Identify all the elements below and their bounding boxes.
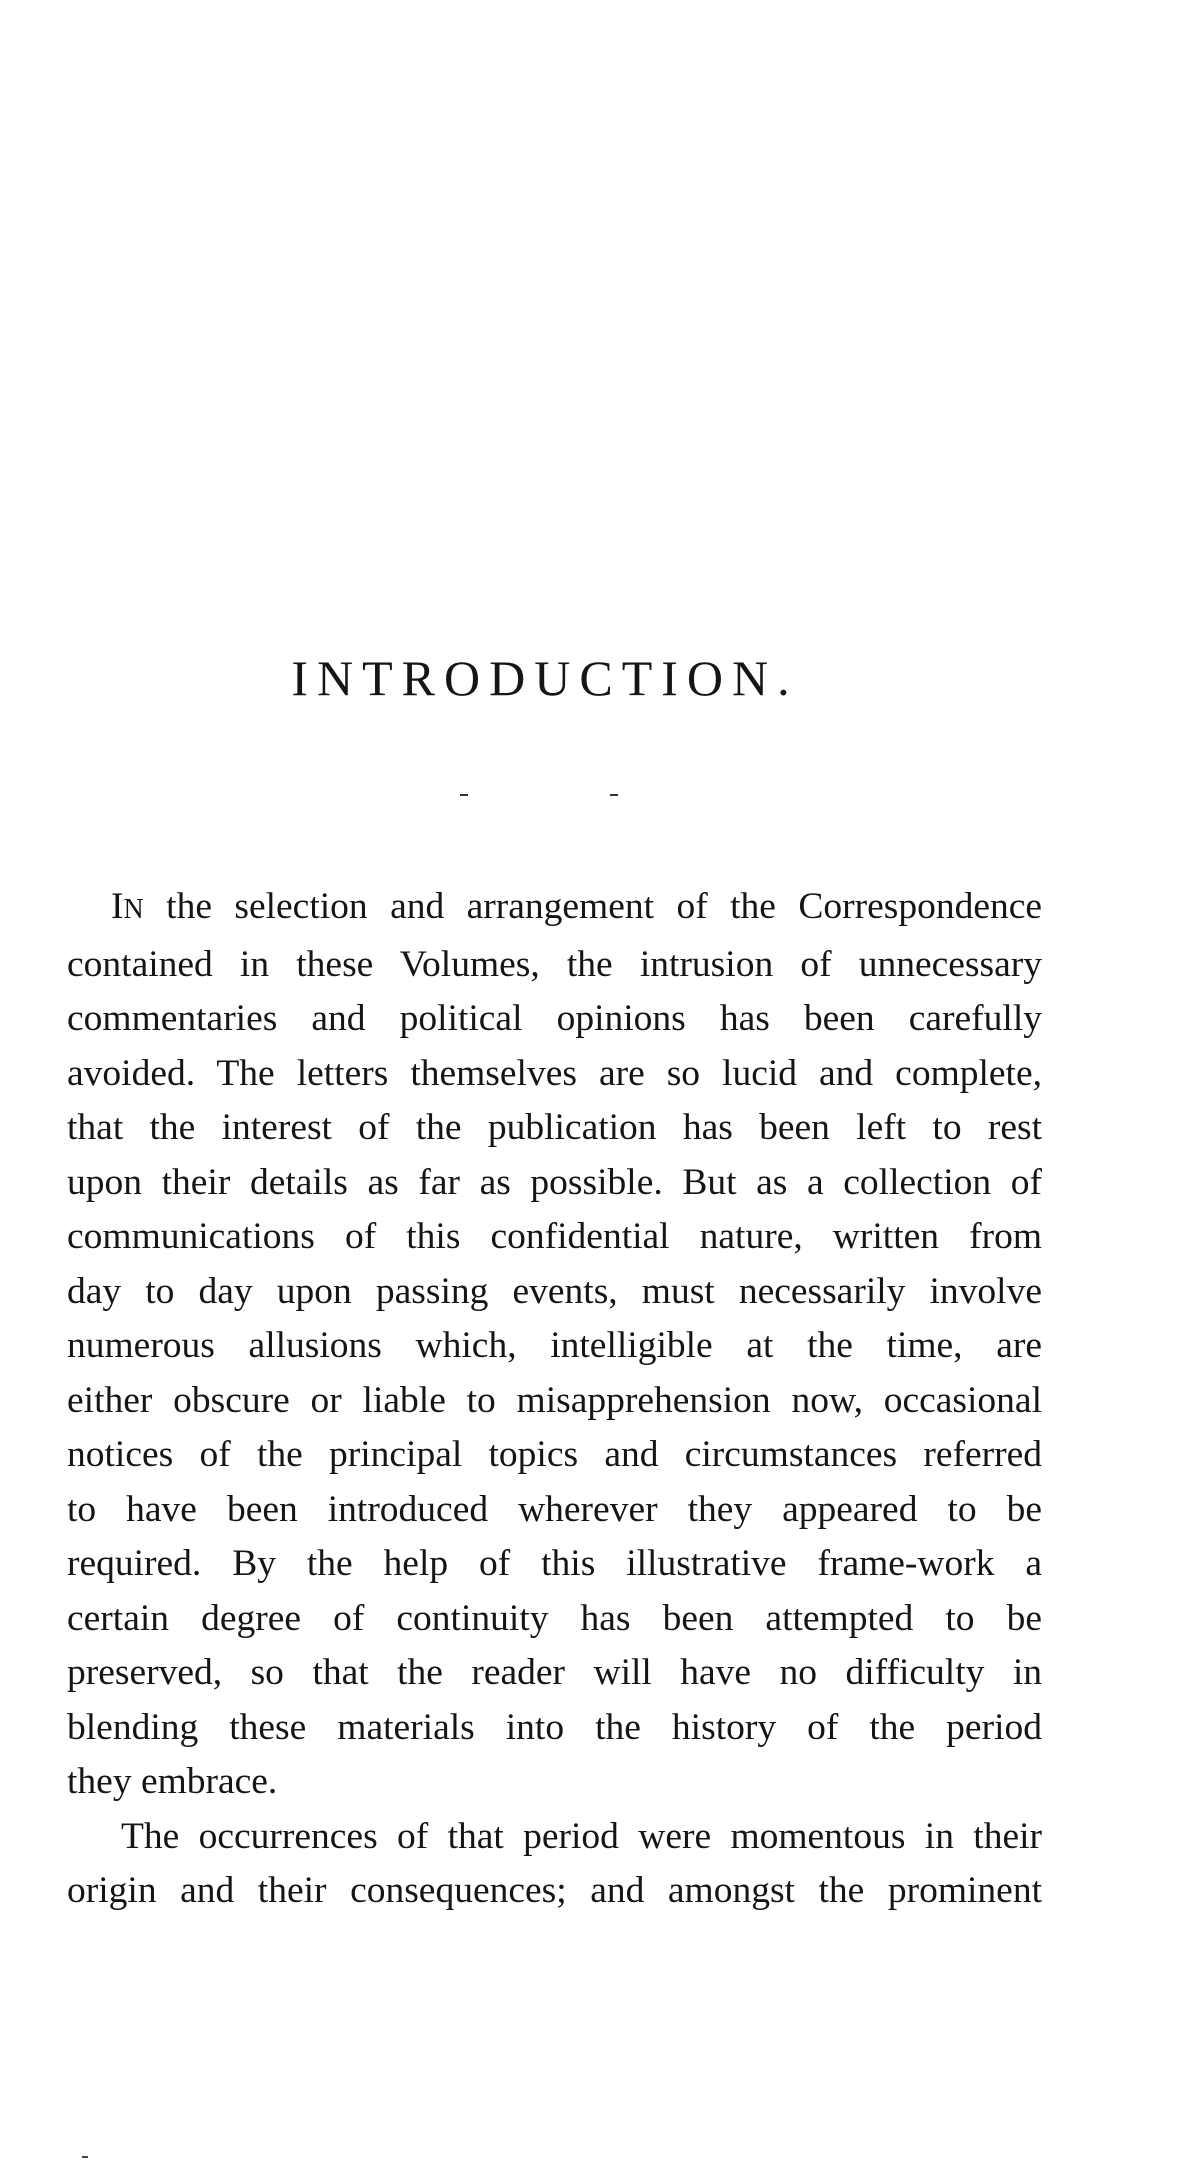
paragraph-2 (67, 1810, 1042, 1919)
paragraph-line: day to day upon passing events, must necessarily involve (67, 1270, 1042, 1312)
paragraph-line: either obscure or liable to misapprehension now, occasional (67, 1379, 1042, 1421)
paragraph-line: certain degree of continuity has been attempted to be (67, 1597, 1042, 1639)
page-title: INTRODUCTION. (291, 650, 799, 706)
ornament-dash-right (610, 794, 618, 796)
paragraph-line: avoided. The letters themselves are so lucid and complete, (67, 1052, 1042, 1094)
paragraph-line: notices of the principal topics and circumstances referred (67, 1434, 1042, 1475)
paragraph-line: communications of this confidential nature, written from (67, 1216, 1042, 1257)
dropcap: I (111, 886, 124, 927)
paragraph-line: that the interest of the publication has been left to rest (67, 1107, 1042, 1148)
ornament-dash-left (460, 794, 468, 796)
paragraph-line: blending these materials into the history of the period (67, 1706, 1042, 1748)
scan-mark (82, 2156, 88, 2158)
paragraph-1 (67, 880, 1042, 1810)
body-text (67, 880, 1042, 1919)
paragraph-line: required. By the help of this illustrative frame-work a (67, 1543, 1042, 1584)
paragraph-line: preserved, so that the reader will have no difficulty in (67, 1652, 1042, 1693)
paragraph-line: numerous allusions which, intelligible at the time, are (67, 1325, 1042, 1366)
paragraph-line: they embrace. (67, 1761, 278, 1802)
paragraph-line: commentaries and political opinions has been carefully (67, 998, 1042, 1039)
dropcap-smallcaps: N (123, 894, 144, 925)
paragraph-line: IN the selection and arrangement of the Correspondence (111, 886, 1042, 927)
paragraph-line: contained in these Volumes, the intrusion of unnecessary (67, 943, 1042, 985)
paragraph-line: The occurrences of that period were momentous in their (121, 1815, 1042, 1857)
paragraph-line: origin and their consequences; and amongst the prominent (67, 1870, 1042, 1911)
paragraph-line: upon their details as far as possible. But as a collection of (67, 1161, 1042, 1203)
paragraph-line: to have been introduced wherever they appeared to be (67, 1488, 1042, 1530)
